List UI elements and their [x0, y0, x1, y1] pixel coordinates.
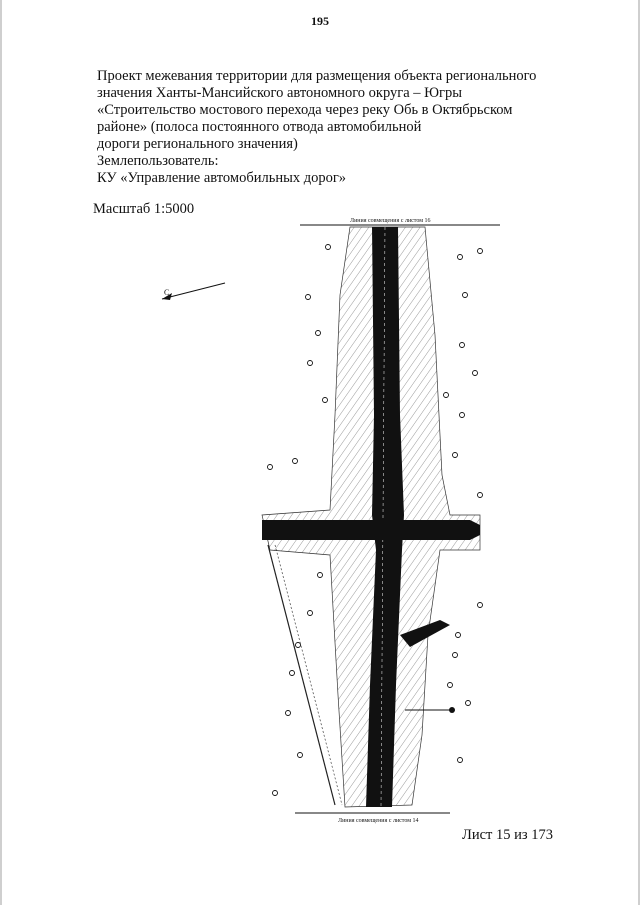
land-user-name: КУ «Управление автомобильных дорог» [97, 170, 347, 186]
title-line: Проект межевания территории для размещения объекта регионального [97, 68, 537, 84]
cadastral-map [150, 215, 500, 825]
land-user-label: Землепользователь: [97, 153, 219, 169]
title-line: районе» (полоса постоянного отвода автомобильной [97, 119, 422, 135]
top-match-label: Линия совмещения с листом 16 [350, 218, 431, 224]
marker-pin-icon [449, 707, 455, 713]
title-line: «Строительство мостового перехода через реку Обь в Октябрьском [97, 102, 513, 118]
boundary-line [268, 545, 335, 805]
north-arrow-icon [162, 283, 225, 299]
page-number: 195 [311, 14, 329, 28]
north-arrow-letter: С [164, 288, 170, 297]
scale-label: Масштаб 1:5000 [93, 201, 195, 217]
title-block [97, 68, 567, 187]
title-line: дороги регионального значения) [97, 136, 298, 152]
scan-edge-left [0, 0, 2, 905]
cross-road [262, 520, 480, 540]
bottom-match-label: Линия совмещения с листом 14 [338, 818, 419, 824]
sheet-number: Лист 15 из 173 [462, 827, 553, 843]
title-line: значения Ханты-Мансийского автономного округа – Югры [97, 85, 462, 101]
